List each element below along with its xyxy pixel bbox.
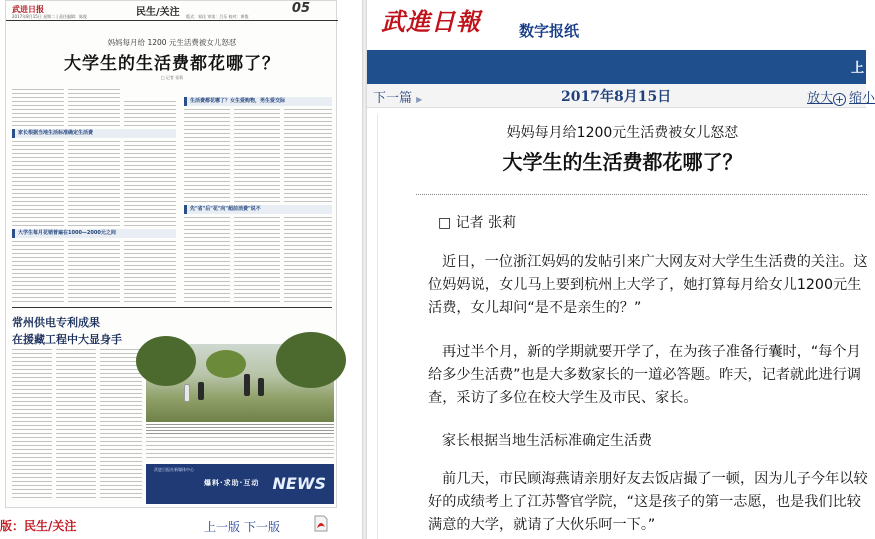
page-subheading-2: 生活费都花哪了？女生爱购物，男生爱交际 xyxy=(184,97,332,106)
article-body xyxy=(377,114,866,539)
site-subtitle: 数字报纸 xyxy=(519,22,580,40)
ad-banner[interactable] xyxy=(146,464,334,504)
photo-person xyxy=(198,382,204,400)
page-number: 05 xyxy=(291,1,310,16)
site-logo[interactable]: 武進日報 xyxy=(381,7,481,36)
next-article-link[interactable] xyxy=(373,87,422,106)
nav-strip-link[interactable]: 上 xyxy=(850,61,864,76)
issue-line: 2017年8月15日 星期二 | 责任编辑：陈俊 xyxy=(12,14,87,19)
text-column xyxy=(184,217,230,303)
text-column xyxy=(68,141,120,227)
article-toolbar xyxy=(367,84,875,108)
text-column xyxy=(12,141,64,227)
text-column xyxy=(68,241,120,303)
prev-page-link[interactable]: 上一版 xyxy=(204,520,241,534)
zoom-in-label: 放大 xyxy=(807,91,834,106)
triangle-right-icon: ▶ xyxy=(416,95,423,104)
article-panel xyxy=(367,0,875,539)
page-subheading-3: 大学生每月花销普遍在1000—2000元之间 xyxy=(12,229,176,238)
plus-circle-icon: + xyxy=(834,93,845,106)
page-subheading-1: 家长根据当地生活标准确定生活费 xyxy=(12,129,176,138)
zoom-in-button[interactable] xyxy=(807,87,846,106)
newspaper-page-image[interactable] xyxy=(5,0,337,508)
page-header xyxy=(6,1,338,21)
article-subheading: 家长根据当地生活标准确定生活费 xyxy=(442,433,652,449)
title-divider xyxy=(416,194,867,195)
nav-strip xyxy=(367,50,866,84)
photo-tree xyxy=(206,350,246,378)
text-column xyxy=(56,349,96,499)
text-column xyxy=(12,241,64,303)
photo-tree xyxy=(276,332,346,388)
text-column xyxy=(68,89,120,127)
photo-tree xyxy=(136,336,196,386)
article-paragraph-1: 近日，一位浙江妈妈的发帖引来广大网友对大学生生活费的关注。这位妈妈说，女儿马上要到杭州上大学了，她打算每月给女儿1200元生活费，女儿却问“是不是亲生的？” xyxy=(428,254,868,316)
story-divider xyxy=(12,307,332,308)
text-column xyxy=(124,241,176,303)
ad-news-logo: NEWS xyxy=(272,474,326,493)
text-column xyxy=(124,101,176,127)
page-headline[interactable]: 大学生的生活费都花哪了？ xyxy=(64,54,280,74)
zoom-out-label: 缩小 xyxy=(849,91,875,106)
text-column xyxy=(234,109,280,203)
photo-caption xyxy=(146,424,334,434)
page-subheading-4: 先"省"后"花"向"超前消费"说不 xyxy=(184,205,332,214)
article-byline: □ 记者 张莉 xyxy=(438,215,517,231)
page-byline: □ 记者 张莉 xyxy=(160,75,184,80)
text-column xyxy=(284,217,332,303)
photo-person xyxy=(258,378,264,396)
issue-line-2: 版式：邹佳 审读：吕乐 校对：黄俊 xyxy=(186,14,249,19)
page-preview-panel xyxy=(0,0,362,539)
article-paragraph-2: 再过半个月，新的学期就要开学了，在为孩子准备行囊时，“每个月给多少生活费”也是大多数家长的一道必答题。昨天，记者就此进行调查，采访了多位在校大学生及市民、家长。 xyxy=(428,344,861,406)
pdf-icon[interactable] xyxy=(314,516,328,532)
text-column xyxy=(12,349,52,499)
text-column xyxy=(146,437,334,461)
zoom-out-button[interactable] xyxy=(849,87,875,106)
issue-date: 2017年8月15日 xyxy=(561,89,672,105)
page-kicker[interactable]: 妈妈每月给 1200 元生活费被女儿怒怼 xyxy=(107,38,237,47)
ad-slogan: 爆料·求助·互动 xyxy=(204,479,260,487)
text-column xyxy=(284,109,332,203)
next-page-link[interactable]: 下一版 xyxy=(244,520,281,534)
text-column xyxy=(124,141,176,227)
next-article-label: 下一篇 xyxy=(373,91,413,106)
text-column xyxy=(184,109,230,203)
ad-text: 武进日报社新媒体中心 xyxy=(154,467,194,472)
text-column xyxy=(100,349,142,499)
site-header xyxy=(367,0,866,50)
article-kicker: 妈妈每月给1200元生活费被女儿怒怼 xyxy=(506,125,739,141)
article-title: 大学生的生活费都花哪了？ xyxy=(502,150,743,174)
current-page-label: 版：民生/关注 xyxy=(0,519,77,533)
paper-logo: 武进日报 xyxy=(12,4,44,14)
page-section-title: 民生/关注 xyxy=(136,7,180,18)
text-column xyxy=(234,217,280,303)
page-headline-2[interactable]: 常州供电专利成果 xyxy=(12,316,100,329)
photo-person xyxy=(184,384,190,402)
page-headline-3[interactable]: 在援藏工程中大显身手 xyxy=(12,333,122,346)
article-paragraph-3: 前几天，市民顾海燕请亲朋好友去饭店撮了一顿，因为儿子今年以较好的成绩考上了江苏警官学院，“这是孩子的第一志愿，也是我们比较满意的大学，就请了大伙乐呵一下。” xyxy=(428,471,868,533)
page-photo[interactable] xyxy=(146,344,334,422)
photo-person xyxy=(244,374,250,396)
text-column xyxy=(12,89,64,127)
